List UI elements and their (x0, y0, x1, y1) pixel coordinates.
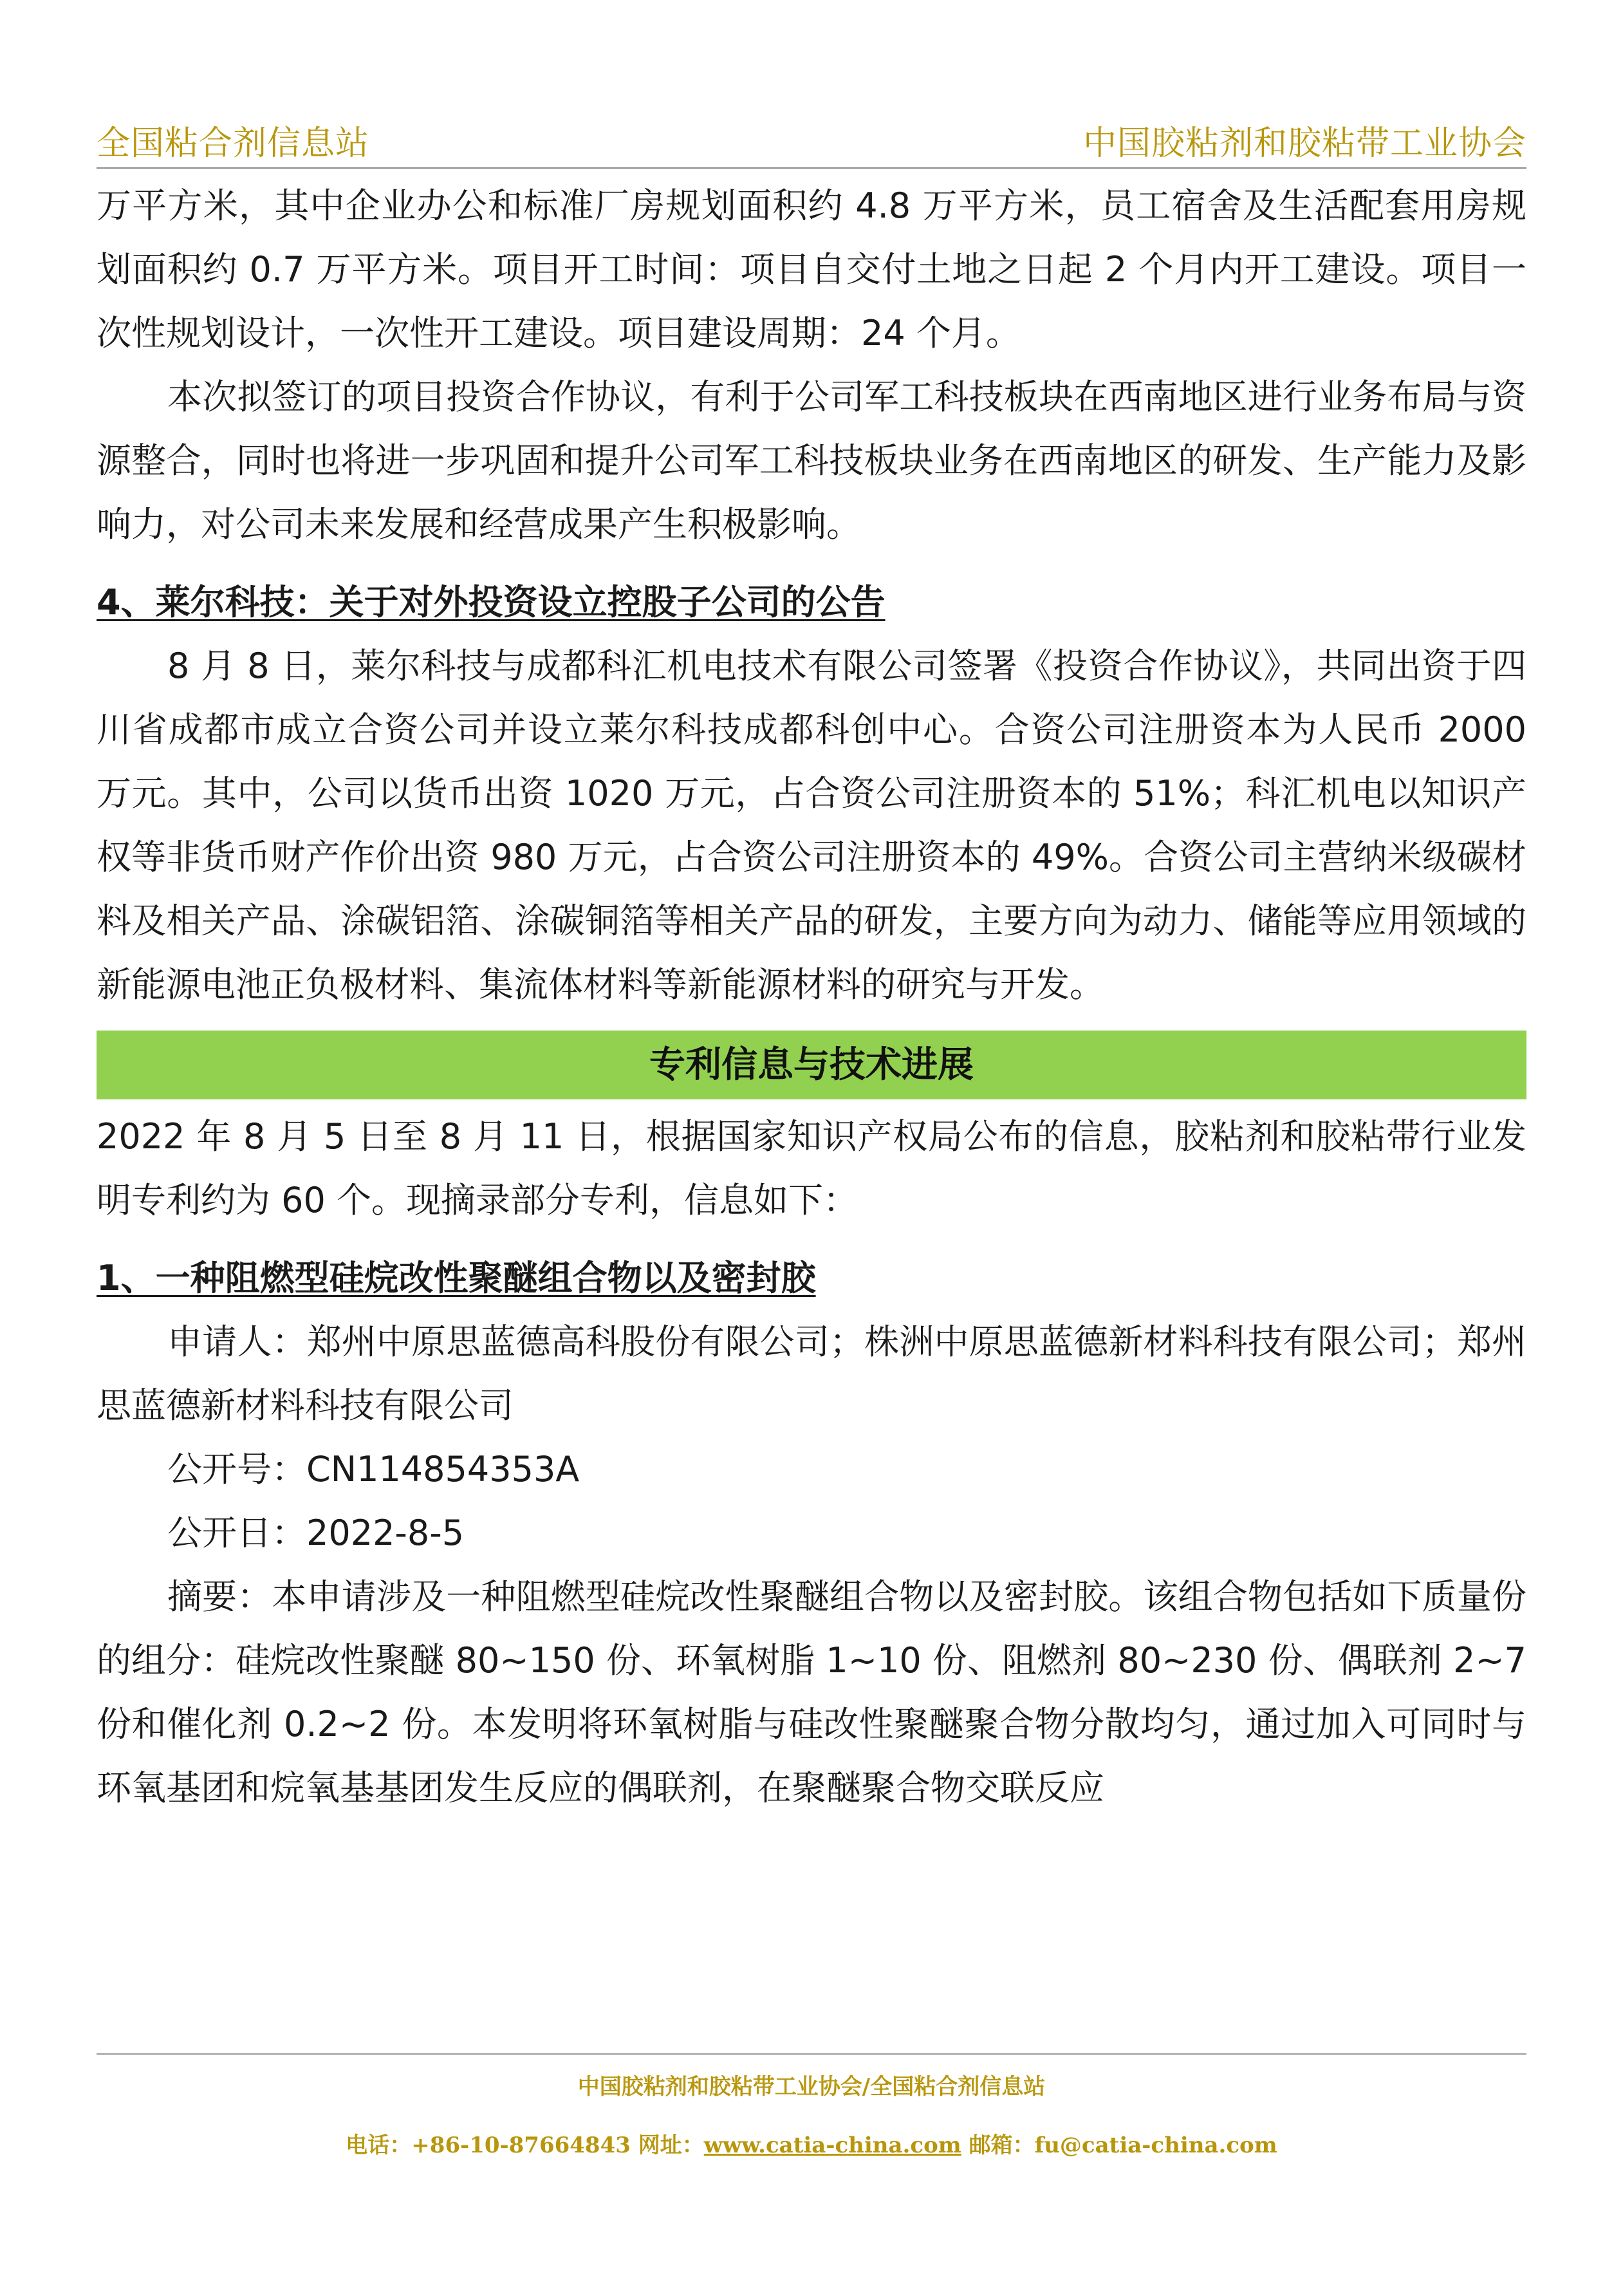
page-content (97, 174, 1526, 1820)
header-left-title: 全国粘合剂信息站 (97, 124, 370, 163)
patent-1-pub-no: 公开号：CN114854353A (167, 1449, 580, 1489)
patent-1-applicant: 申请人：郑州中原思蓝德高科股份有限公司；株洲中原思蓝德新材料科技有限公司；郑州思蓝德新材料科技有限公司 (97, 1321, 1526, 1426)
footer-org-line: 中国胶粘剂和胶粘带工业协会/全国粘合剂信息站 (577, 2074, 1046, 2100)
header-right-title: 中国胶粘剂和胶粘带工业协会 (1082, 124, 1526, 163)
page-header (97, 116, 1526, 169)
paragraph-3: 8 月 8 日，莱尔科技与成都科汇机电技术有限公司签署《投资合作协议》，共同出资于四川省成都市成立合资公司并设立莱尔科技成都科创中心。合资公司注册资本为人民币 2000 万元。其中，公司以货币出资 1020 万元，占合资公司注册资本的 51%；科汇机电以知识产权等非货币财产作价出资 980 万元，占合资公司注册资本的 49%。合资公司主营纳米级碳材料及相关产品、涂碳铝箔、涂碳铜箔等相关产品的研发，主要方向为动力、储能等应用领域的新能源电池正负极材料、集流体材料等新能源材料的研究与开发。 (97, 646, 1526, 1005)
footer-contact-line (97, 2127, 1526, 2159)
patent-1-abstract: 摘要：本申请涉及一种阻燃型硅烷改性聚醚组合物以及密封胶。该组合物包括如下质量份的组分：硅烷改性聚醚 80~150 份、环氧树脂 1~10 份、阻燃剂 80~230 份、偶联剂 2~7 份和催化剂 0.2~2 份。本发明将环氧树脂与硅改性聚醚聚合物分散均匀，通过加入可同时与环氧基团和烷氧基基团发生反应的偶联剂，在聚醚聚合物交联反应 (97, 1576, 1526, 1808)
footer-email: 邮箱：fu@catia-china.com (961, 2133, 1277, 2158)
section-banner: 专利信息与技术进展 (97, 1031, 1526, 1099)
patent-1-pub-date: 公开日：2022-8-5 (167, 1513, 465, 1553)
paragraph-2: 本次拟签订的项目投资合作协议，有利于公司军工科技板块在西南地区进行业务布局与资源整合，同时也将进一步巩固和提升公司军工科技板块业务在西南地区的研发、生产能力及影响力，对公司未来发展和经营成果产生积极影响。 (97, 377, 1526, 545)
patent-1-title: 1、一种阻燃型硅烷改性聚醚组合物以及密封胶 (97, 1258, 816, 1298)
footer-phone: 电话：+86-10-87664843 网址： (346, 2133, 704, 2158)
heading-4: 4、莱尔科技：关于对外投资设立控股子公司的公告 (97, 582, 886, 622)
paragraph-1: 万平方米，其中企业办公和标准厂房规划面积约 4.8 万平方米，员工宿舍及生活配套用房规划面积约 0.7 万平方米。项目开工时间：项目自交付土地之日起 2 个月内开工建设。项目一次性规划设计，一次性开工建设。项目建设周期：24 个月。 (97, 185, 1526, 353)
footer-website-link[interactable]: www.catia-china.com (703, 2133, 961, 2158)
section-intro: 2022 年 8 月 5 日至 8 月 11 日，根据国家知识产权局公布的信息，胶粘剂和胶粘带行业发明专利约为 60 个。现摘录部分专利，信息如下： (97, 1116, 1526, 1220)
page-footer (97, 2053, 1526, 2159)
